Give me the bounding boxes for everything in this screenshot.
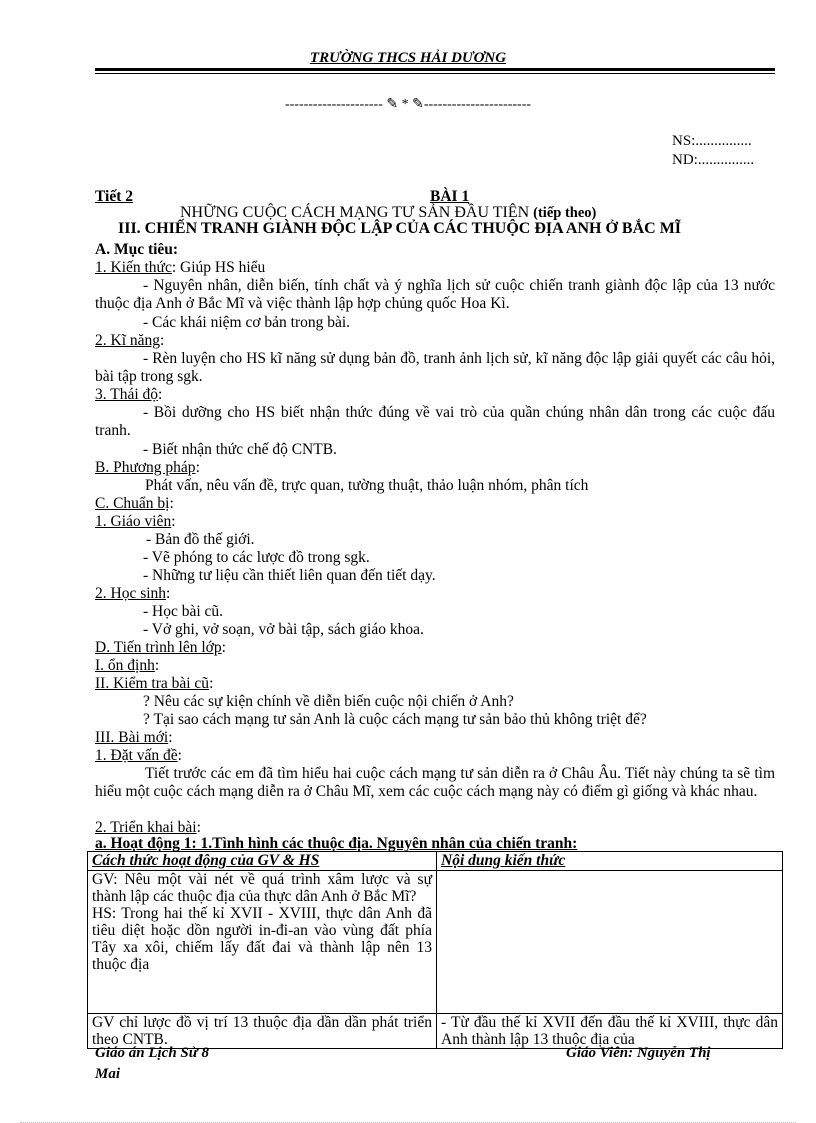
c1-label: 1. Giáo viên [95,513,172,530]
d3-2-line: 2. Triển khai bài: [95,819,201,836]
header-rule-thick [95,68,775,71]
d3-2-label: 2. Triển khai bài [95,819,197,836]
k3-paragraph-2: - Biết nhận thức chế độ CNTB. [143,441,337,458]
period-label: Tiết 2 [95,188,134,205]
table-row [88,871,783,1014]
activity-text: : 1.Tình hình các thuộc địa. Nguyên nhân của chiến tranh: [191,835,578,852]
k1-paragraph-2: - Các khái niệm cơ bản trong bài. [143,314,351,331]
b-label: B. Phương pháp [95,459,196,476]
d2-line: II. Kiểm tra bài cũ: [95,675,214,692]
d2-question-1: ? Nêu các sự kiện chính về diễn biến cuộc nội chiến ở Anh? [143,693,514,710]
b-text: Phát vấn, nêu vấn đề, trực quan, tường thuật, thảo luận nhóm, phân tích [145,477,589,494]
d-line: D. Tiến trình lên lớp: [95,639,226,656]
d1-label: I. ổn định [95,657,155,674]
k2-paragraph-1: - Rèn luyện cho HS kĩ năng sử dụng bản đồ, tranh ảnh lịch sử, kĩ năng độc lập giải quyết các câu hỏi, bài tập trong sgk. [95,350,775,385]
footer-name-end: Mai [95,1066,121,1082]
lesson-title-suffix: (tiếp theo) [533,205,597,221]
k3-line: 3. Thái độ: [95,386,163,403]
k1-paragraph-1: - Nguyên nhân, diễn biến, tính chất và ý nghĩa lịch sử cuộc chiến tranh giành độc lập của 13 nước thuộc địa Anh ở Bắc Mĩ và việc thành lập hợp chủng quốc Hoa Kì. [95,277,775,312]
c-line: C. Chuẩn bị: [95,495,174,512]
table-cell: GV: Nêu một vài nét về quá trình xâm lược và sự thành lập các thuộc địa của thực dân Anh ở Bắc Mĩ? HS: Trong hai thế kỉ XVII - XVIII, thực dân Anh đã tiêu diệt hoặc dồn người in-đi-an vào vùng đất phía Tây xa xôi, chiếm lấy đất đai và thành lập nên 13 thuộc địa [88,871,437,1014]
c-label: C. Chuẩn bị [95,495,170,512]
k2-label: 2. Kĩ năng [95,332,161,349]
ornament-divider: --------------------- ✎ * ✎----------------------- [284,97,532,112]
activity-label: a. Hoạt động 1 [95,835,192,852]
footer-teacher: Giáo Viên: Nguyễn Thị [566,1045,711,1061]
table-header-row [88,852,783,871]
d1-line: I. ổn định: [95,657,160,674]
d3-label: III. Bài mới [95,729,169,746]
c1-item-3: - Những tư liệu cần thiết liên quan đến tiết dạy. [143,567,436,584]
d3-1-line: 1. Đặt vấn đề: [95,747,182,764]
lesson-number: BÀI 1 [430,188,470,205]
section-a-heading: A. Mục tiêu: [95,241,179,258]
d3-1-paragraph: Tiết trước các em đã tìm hiểu hai cuộc cách mạng tư sản diễn ra ở Châu Âu. Tiết này chúng ta sẽ tìm hiểu một cuộc cách mạng diễn ra ở Châu Mĩ, xem các cuộc cách mạng này có điểm gì giống và khác nhau. [95,765,775,800]
ns-field: NS:............... [672,133,752,149]
c1-item-1: - Bản đồ thế giới. [146,531,255,548]
d3-1-label: 1. Đặt vấn đề [95,747,178,764]
table-cell: GV chỉ lược đồ vị trí 13 thuộc địa dần dần phát triển theo CNTB. [88,1014,437,1049]
k1-line [95,259,265,277]
d3-line: III. Bài mới: [95,729,173,746]
c1-item-2: - Vẽ phóng to các lược đồ trong sgk. [143,549,370,566]
d2-question-2: ? Tại sao cách mạng tư sản Anh là cuộc cách mạng tư sản bảo thủ không triệt để? [143,711,647,728]
activity-table [87,851,783,1049]
nd-field: ND:............... [672,152,755,168]
k1-text: : Giúp HS hiểu [171,259,266,276]
table-row [88,1014,783,1049]
table-header-col2: Nội dung kiến thức [437,852,783,871]
table-cell: - Từ đầu thế kỉ XVII đến đầu thế kỉ XVIII, thực dân Anh thành lập 13 thuộc địa của [437,1014,783,1049]
c2-item-2: - Vở ghi, vở soạn, vở bài tập, sách giáo khoa. [143,621,424,638]
d-label: D. Tiến trình lên lớp [95,639,222,656]
c2-label: 2. Học sinh [95,585,167,602]
b-line: B. Phương pháp: [95,459,200,476]
d2-label: II. Kiểm tra bài cũ [95,675,210,692]
k3-paragraph-1: - Bồi dưỡng cho HS biết nhận thức đúng về vai trò của quần chúng nhân dân trong các cuộc đấu tranh. [95,404,775,439]
k2-line: 2. Kĩ năng: [95,332,165,349]
school-header: TRƯỜNG THCS HẢI DƯƠNG [309,50,507,66]
k1-label: 1. Kiến thức [95,259,172,276]
c2-line: 2. Học sinh: [95,585,171,602]
header-rule-thin [95,73,775,74]
table-header-col1: Cách thức hoạt động của GV & HS [88,852,437,871]
lesson-subtitle: III. CHIẾN TRANH GIÀNH ĐỘC LẬP CỦA CÁC THUỘC ĐỊA ANH Ở BẮC MĨ [118,220,682,237]
k3-label: 3. Thái độ [95,386,158,403]
table-cell [437,871,783,1014]
c2-item-1: - Học bài cũ. [143,603,224,620]
footer-subject: Giáo án Lịch Sử 8 [95,1045,210,1061]
c1-line: 1. Giáo viên: [95,513,176,530]
lesson-title-text: NHỮNG CUỘC CÁCH MẠNG TƯ SẢN ĐẦU TIÊN [180,204,530,221]
